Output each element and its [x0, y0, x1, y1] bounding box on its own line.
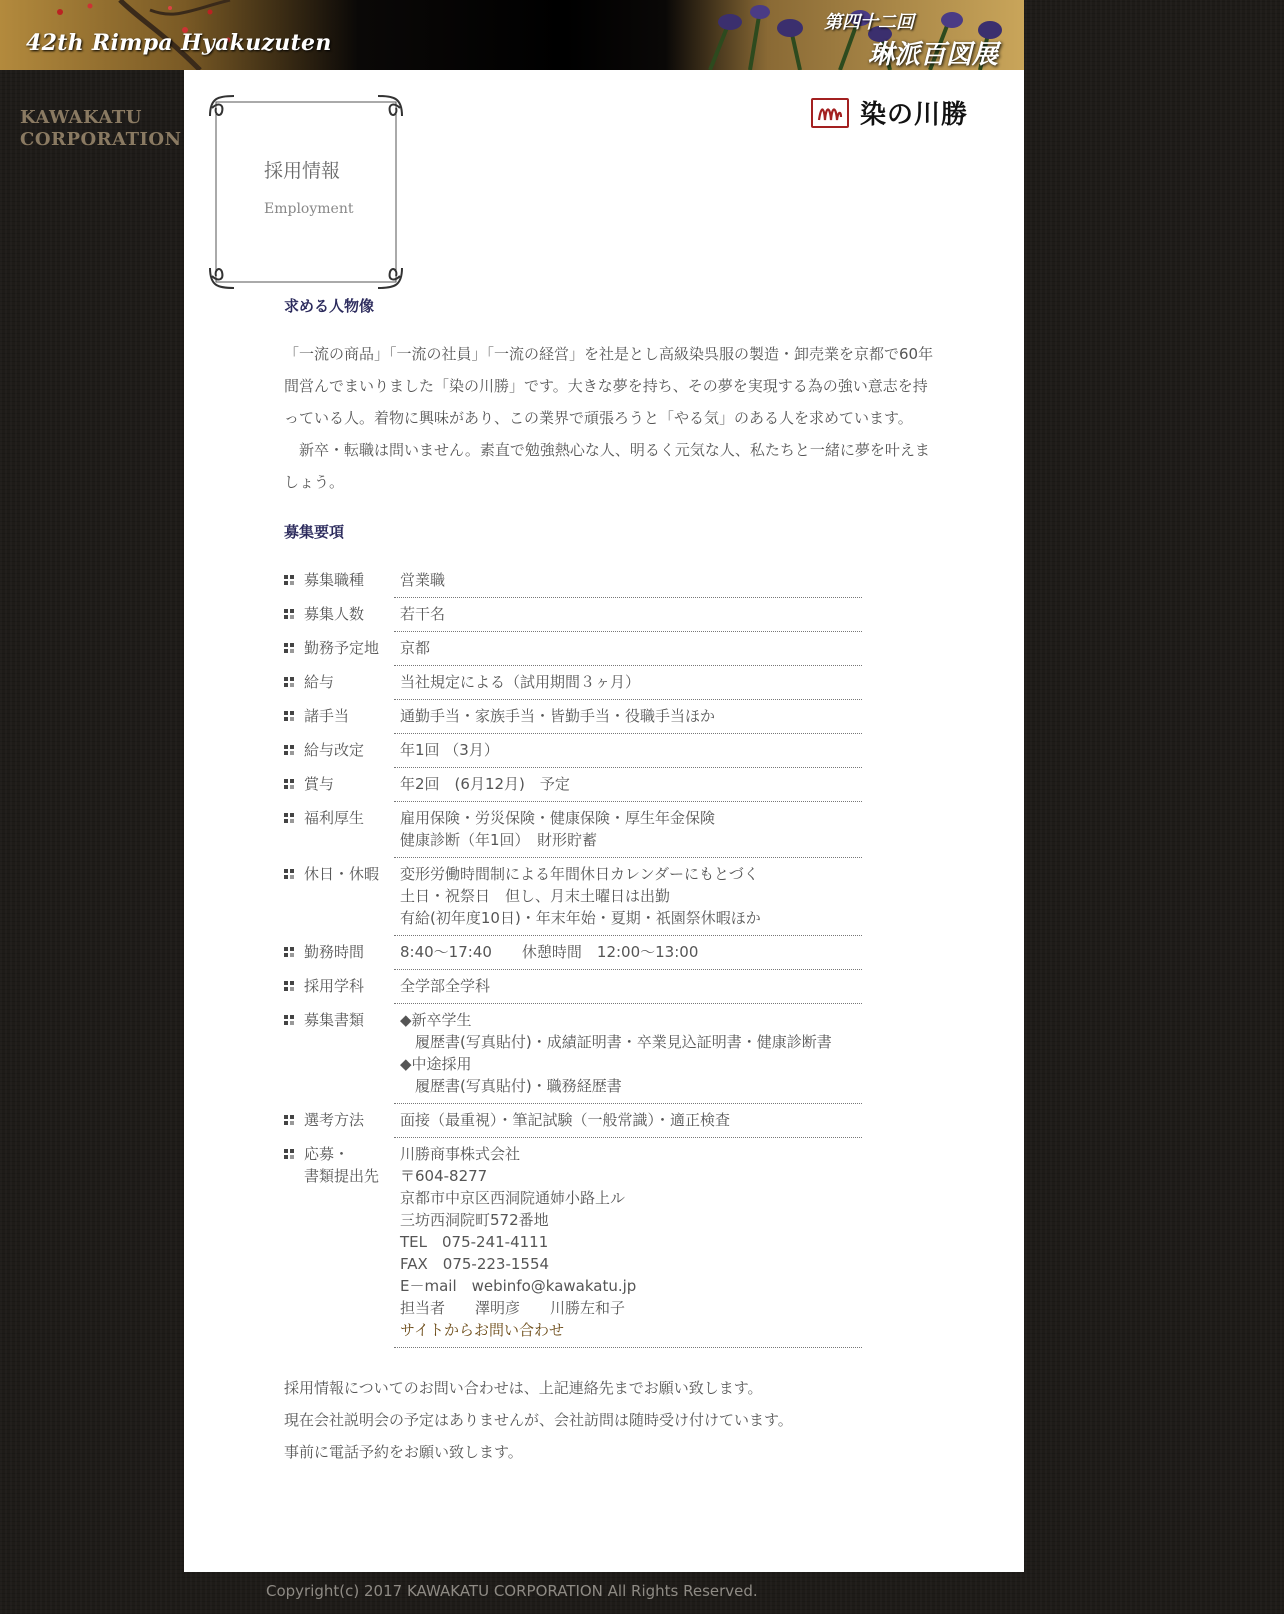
row-value-line: E－mail webinfo@kawakatu.jp: [400, 1277, 637, 1295]
page-title: 採用情報: [264, 160, 341, 182]
row-value-line: 三坊西洞院町572番地: [400, 1211, 549, 1229]
row-key: [284, 700, 394, 734]
row-key-lines: [304, 671, 334, 693]
row-key-lines: [304, 863, 379, 885]
row-value-line: 履歴書(写真貼付)・成績証明書・卒業見込証明書・健康診断書: [400, 1033, 832, 1051]
table-row: [284, 768, 862, 802]
row-value-line: 健康診断（年1回） 財形貯蓄: [400, 831, 598, 849]
company-logo-icon[interactable]: [811, 98, 849, 128]
table-row: [284, 970, 862, 1004]
row-value-line: 川勝商事株式会社: [400, 1145, 521, 1163]
row-key-label: 賞与: [304, 774, 335, 793]
row-key-label: 福利厚生: [304, 808, 365, 827]
intro-text: [284, 338, 934, 498]
exhibition-banner[interactable]: [0, 0, 1024, 70]
grid-bullet-icon: [284, 643, 295, 654]
side-logo-line1: KAWAKATU: [20, 107, 143, 128]
row-value: [394, 564, 862, 598]
row-key-lines: [304, 1143, 379, 1187]
row-key-lines: [304, 739, 364, 761]
row-value: [394, 1138, 862, 1348]
row-key-label: 応募・: [304, 1144, 350, 1163]
row-value-line: 当社規定による（試用期間３ヶ月）: [400, 673, 641, 691]
row-key-lines: [304, 807, 364, 829]
row-key-lines: [304, 705, 349, 727]
row-key: [284, 1138, 394, 1348]
row-key-label: 選考方法: [304, 1110, 365, 1129]
grid-bullet-icon: [284, 779, 295, 790]
row-key: [284, 936, 394, 970]
side-logo[interactable]: [20, 107, 182, 151]
row-value-line: 履歴書(写真貼付)・職務経歴書: [400, 1077, 622, 1095]
table-row: [284, 700, 862, 734]
title-frame: [208, 94, 392, 278]
row-key-lines: [304, 603, 364, 625]
row-value-line: 京都市中京区西洞院通姉小路上ル: [400, 1189, 626, 1207]
row-value-line: 年2回 (6月12月) 予定: [400, 775, 570, 793]
row-key-lines: [304, 569, 364, 591]
row-value-line: FAX 075-223-1554: [400, 1255, 550, 1273]
row-value-line: 京都: [400, 639, 431, 657]
row-value-line: 〒604-8277: [400, 1167, 488, 1185]
row-key: [284, 666, 394, 700]
row-value: [394, 970, 862, 1004]
content-body: [284, 296, 934, 1468]
copyright-text: Copyright(c) 2017 KAWAKATU CORPORATION All Rights Reserved.: [266, 1582, 758, 1600]
row-value-line: ◆中途採用: [400, 1055, 472, 1073]
row-value-line: 8:40～17:40 休憩時間 12:00～13:00: [400, 943, 699, 961]
row-value-line: TEL 075-241-4111: [400, 1233, 549, 1251]
row-value-line: 雇用保険・労災保険・健康保険・厚生年金保険: [400, 809, 716, 827]
grid-bullet-icon: [284, 711, 295, 722]
row-key-lines: [304, 773, 334, 795]
page-subtitle: Employment: [264, 201, 354, 217]
footnotes: [284, 1372, 934, 1468]
row-value: [394, 858, 862, 936]
section-heading-requirements: 募集要項: [284, 523, 345, 541]
row-value: [394, 598, 862, 632]
banner-title-en: 42th Rimpa Hyakuzuten: [26, 30, 332, 56]
row-key-label: 募集職種: [304, 571, 365, 589]
row-value-line: 年1回 （3月）: [400, 741, 499, 759]
intro-paragraph: 新卒・転職は問いません。素直で勉強熱心な人、明るく元気な人、私たちと一緒に夢を叶えましょう。: [284, 441, 930, 491]
banner-title-jp: 琳派百図展: [867, 40, 998, 70]
grid-bullet-icon: [284, 981, 295, 992]
row-key-label: 募集人数: [304, 604, 365, 623]
row-key: [284, 1004, 394, 1104]
grid-bullet-icon: [284, 1149, 295, 1160]
table-row: [284, 598, 862, 632]
table-row: [284, 1104, 862, 1138]
requirements-table: [284, 564, 862, 1348]
row-key: [284, 632, 394, 666]
row-value: [394, 734, 862, 768]
row-key-lines: [304, 941, 364, 963]
table-row: [284, 802, 862, 858]
row-key-label: 給与改定: [304, 740, 365, 759]
row-key-lines: [304, 975, 364, 997]
row-key-lines: [304, 1009, 364, 1031]
table-row: [284, 564, 862, 598]
row-value-line: 営業職: [400, 571, 446, 589]
grid-bullet-icon: [284, 1115, 295, 1126]
table-row: [284, 858, 862, 936]
row-value-line: 通勤手当・家族手当・皆勤手当・役職手当ほか: [400, 707, 716, 725]
row-value-line: 全学部全学科: [400, 977, 491, 995]
row-value-line: 担当者 澤明彦 川勝左和子: [400, 1299, 626, 1317]
row-key: [284, 802, 394, 858]
row-value-line: 有給(初年度10日)・年末年始・夏期・祇園祭休暇ほか: [400, 909, 761, 927]
footnote-line: 採用情報についてのお問い合わせは、上記連絡先までお願い致します。: [284, 1379, 763, 1397]
row-value: [394, 632, 862, 666]
table-row: [284, 1138, 862, 1348]
grid-bullet-icon: [284, 575, 295, 586]
grid-bullet-icon: [284, 1015, 295, 1026]
row-value-line: ◆新卒学生: [400, 1011, 472, 1029]
row-value: [394, 768, 862, 802]
row-key-label: 書類提出先: [304, 1166, 380, 1185]
footnote-line: 事前に電話予約をお願い致します。: [284, 1443, 523, 1461]
row-key: [284, 858, 394, 936]
row-value: [394, 666, 862, 700]
row-key-label: 給与: [304, 672, 335, 691]
row-value: [394, 1004, 862, 1104]
section-heading-ideal-candidate: 求める人物像: [284, 297, 375, 315]
row-key-label: 諸手当: [304, 706, 350, 725]
row-value-line: 変形労働時間制による年間休日カレンダーにもとづく: [400, 865, 759, 883]
side-logo-line2: CORPORATION: [20, 129, 182, 150]
main-content: [184, 70, 1024, 1572]
intro-paragraph: 「一流の商品」「一流の社員」「一流の経営」を社是とし高級染呉服の製造・卸売業を京都で60年間営んでまいりました「染の川勝」です。大きな夢を持ち、その夢を実現する為の強い意志を持っている人。着物に興味があり、この業界で頑張ろうと「やる気」のある人を求めています。: [284, 345, 934, 427]
row-value-line: 土日・祝祭日 但し、月末土曜日は出勤: [400, 887, 671, 905]
row-key: [284, 970, 394, 1004]
grid-bullet-icon: [284, 677, 295, 688]
grid-bullet-icon: [284, 813, 295, 824]
row-value: [394, 1104, 862, 1138]
grid-bullet-icon: [284, 947, 295, 958]
row-key: [284, 734, 394, 768]
table-row: [284, 1004, 862, 1104]
footnote-line: 現在会社説明会の予定はありませんが、会社訪問は随時受け付けています。: [284, 1411, 793, 1429]
table-row: [284, 734, 862, 768]
banner-subtitle-jp: 第四十二回: [824, 12, 914, 33]
row-value-line: 面接（最重視）・筆記試験（一般常識）・適正検査: [400, 1111, 731, 1129]
row-key: [284, 598, 394, 632]
row-key-lines: [304, 637, 379, 659]
row-key-label: 採用学科: [304, 976, 365, 995]
row-key: [284, 768, 394, 802]
row-key-lines: [304, 1109, 364, 1131]
row-value-line: 若干名: [400, 605, 446, 623]
company-logo-text[interactable]: 染の川勝: [860, 100, 969, 130]
table-row: [284, 936, 862, 970]
ornament-frame-icon: [208, 94, 404, 290]
row-key-label: 募集書類: [304, 1010, 365, 1029]
table-row: [284, 666, 862, 700]
row-key-label: 休日・休暇: [304, 864, 380, 883]
contact-form-link[interactable]: サイトからお問い合わせ: [400, 1321, 564, 1339]
row-key-label: 勤務時間: [304, 942, 365, 961]
row-key: [284, 564, 394, 598]
row-value: [394, 700, 862, 734]
grid-bullet-icon: [284, 745, 295, 756]
row-value: [394, 802, 862, 858]
row-key-label: 勤務予定地: [304, 638, 380, 657]
row-key: [284, 1104, 394, 1138]
table-row: [284, 632, 862, 666]
grid-bullet-icon: [284, 869, 295, 880]
grid-bullet-icon: [284, 609, 295, 620]
row-value: [394, 936, 862, 970]
